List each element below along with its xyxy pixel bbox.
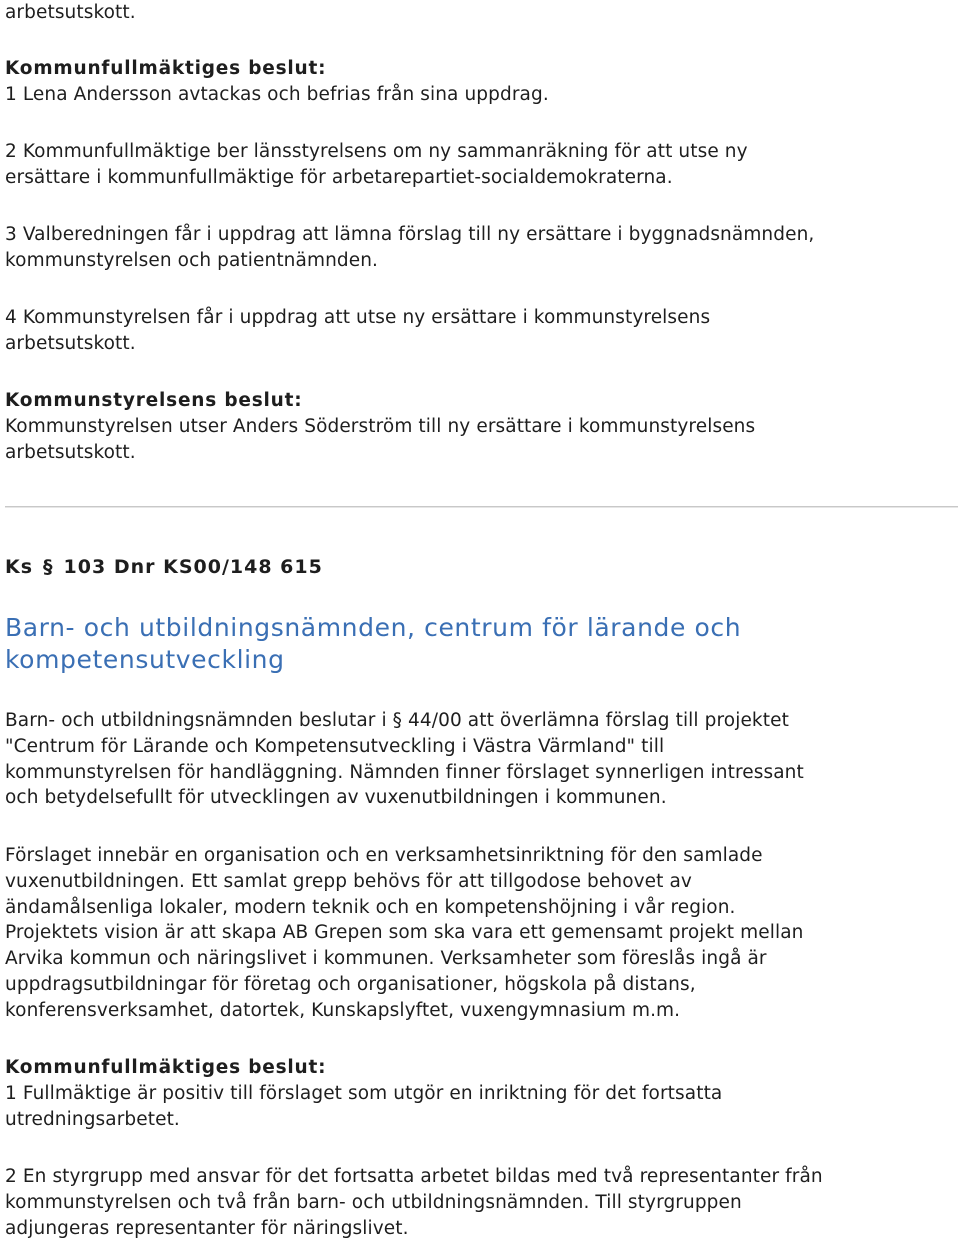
text-line: "Centrum för Lärande och Kompetensutveckling i Västra Värmland" till	[5, 735, 665, 757]
case-reference	[5, 554, 323, 580]
text-line: Förslaget innebär en organisation och en verksamhetsinriktning för den samlade	[5, 845, 763, 866]
council-decision-heading: Kommunfullmäktiges beslut:	[5, 1057, 327, 1078]
text-line: arbetsutskott.	[5, 441, 136, 463]
decision-item-4	[5, 305, 710, 357]
board-decision-text	[5, 414, 755, 466]
text-line: konferensverksamhet, datortek, Kunskapslyftet, vuxengymnasium m.m.	[5, 999, 681, 1021]
title-line: Barn- och utbildningsnämnden, centrum för lärande och	[5, 613, 742, 642]
section-symbol: §	[43, 556, 54, 578]
board-decision-heading: Kommunstyrelsens beslut:	[5, 390, 303, 411]
text-line: vuxenutbildningen. Ett samlat grepp behövs för att tillgodose behovet av	[5, 870, 692, 892]
text-line: 2 Kommunfullmäktige ber länsstyrelsens om ny sammanräkning för att utse ny	[5, 141, 748, 162]
decision-item-2	[5, 139, 748, 191]
text-line: adjungeras representanter för näringslivet.	[5, 1217, 409, 1239]
text-line: ändamålsenliga lokaler, modern teknik och en kompetenshöjning i vår region.	[5, 896, 736, 918]
case-number: 103 Dnr KS00/148 615	[63, 556, 323, 578]
text-line: uppdragsutbildningar för företag och organisationer, högskola på distans,	[5, 973, 696, 995]
paragraph-1	[5, 708, 804, 811]
text-line: Barn- och utbildningsnämnden beslutar i § 44/00 att överlämna förslag till projektet	[5, 710, 789, 731]
text-line: 2 En styrgrupp med ansvar för det fortsatta arbetet bildas med två representanter från	[5, 1166, 823, 1187]
decision-item-3	[5, 222, 814, 274]
council-decision-item-2	[5, 1164, 823, 1241]
decision-heading: Kommunfullmäktiges beslut:	[5, 58, 327, 79]
case-title	[5, 612, 741, 676]
text-line: kommunstyrelsen och två från barn- och utbildningsnämnden. Till styrgruppen	[5, 1191, 742, 1213]
case-prefix: Ks	[5, 556, 34, 578]
text-line: arbetsutskott.	[5, 332, 136, 354]
text-line: ersättare i kommunfullmäktige för arbetarepartiet-socialdemokraterna.	[5, 166, 673, 188]
council-decision-item-1	[5, 1081, 722, 1133]
text-line: kommunstyrelsen för handläggning. Nämnden finner förslaget synnerligen intressant	[5, 761, 804, 783]
text-line: kommunstyrelsen och patientnämnden.	[5, 249, 379, 271]
decision-item-1: 1 Lena Andersson avtackas och befrias från sina uppdrag.	[5, 84, 549, 105]
text-line: utredningsarbetet.	[5, 1108, 180, 1130]
text-line: 4 Kommunstyrelsen får i uppdrag att utse ny ersättare i kommunstyrelsens	[5, 307, 711, 328]
text-fragment: arbetsutskott.	[5, 2, 136, 23]
title-line: kompetensutveckling	[5, 645, 285, 674]
text-line: och betydelsefullt för utvecklingen av vuxenutbildningen i kommunen.	[5, 787, 667, 809]
text-line: 3 Valberedningen får i uppdrag att lämna förslag till ny ersättare i byggnadsnämnden,	[5, 224, 815, 245]
section-divider	[5, 506, 958, 508]
text-line: Kommunstyrelsen utser Anders Söderström till ny ersättare i kommunstyrelsens	[5, 416, 756, 437]
paragraph-2	[5, 843, 803, 1024]
text-line: Arvika kommun och näringslivet i kommunen. Verksamheter som föreslås ingå är	[5, 948, 767, 970]
text-line: Projektets vision är att skapa AB Grepen som ska vara ett gemensamt projekt mellan	[5, 922, 804, 944]
text-line: 1 Fullmäktige är positiv till förslaget som utgör en inriktning för det fortsatta	[5, 1083, 723, 1104]
